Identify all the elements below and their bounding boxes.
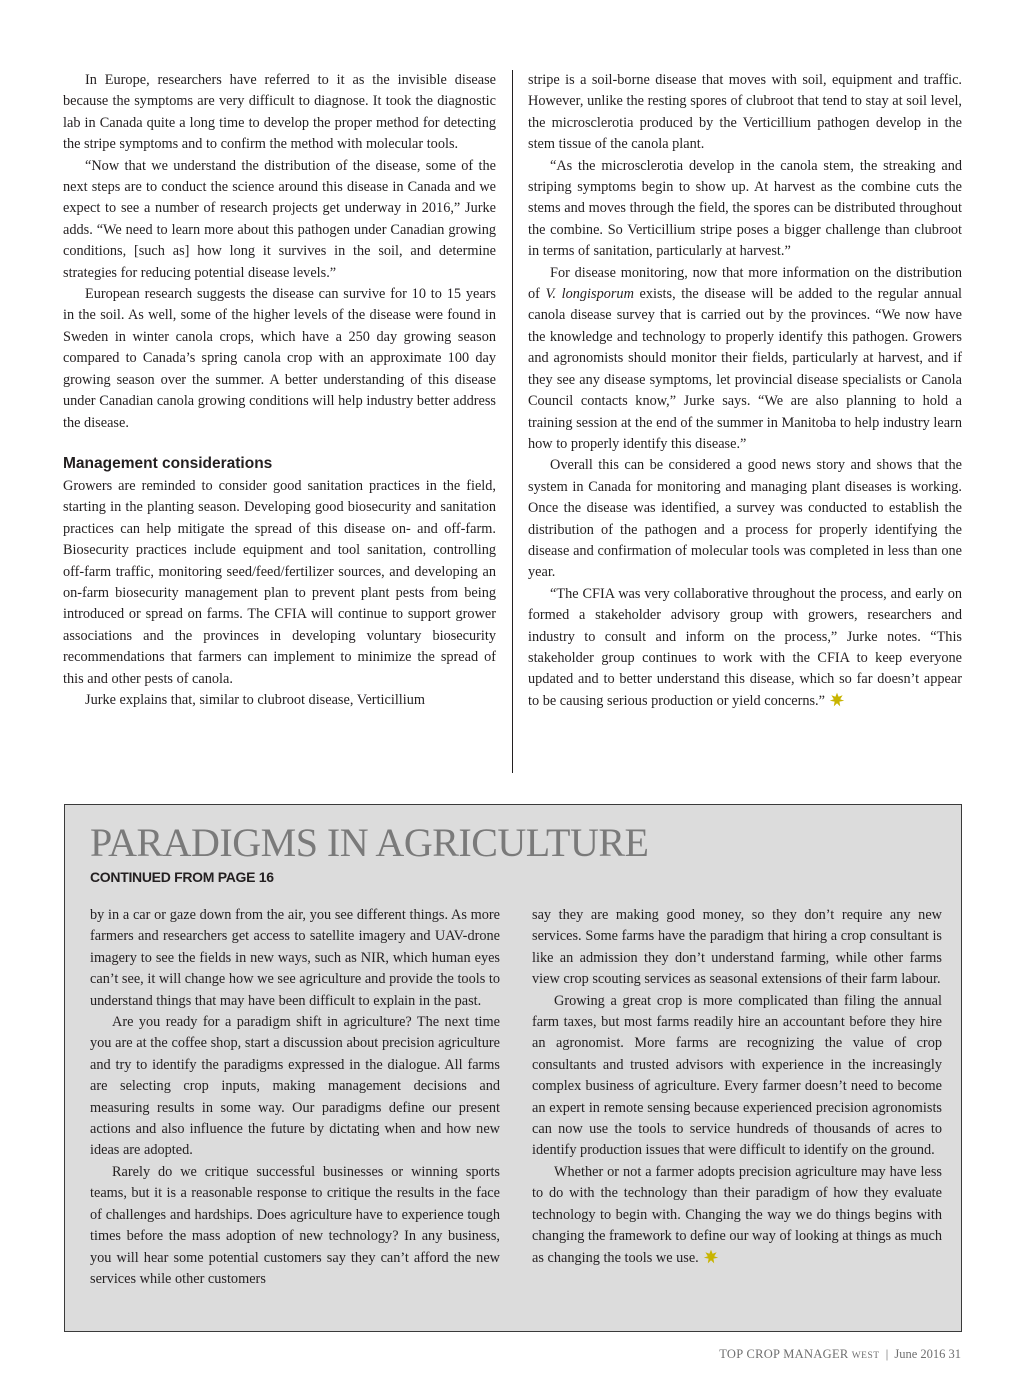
paragraph — [528, 263, 962, 456]
paragraph: In Europe, researchers have referred to it as the invisible disease because the symptoms are very difficult to diagnose. It took the diagnostic lab in Canada quite a long time to develop the proper method for detecting the stripe symptoms and to confirm the method with molecular tools. — [63, 72, 496, 153]
paragraph-text: exists, the disease will be added to the regular annual canola disease survey that is carried out by the provinces. “We now have the knowledge and technology to properly identify this pathogen. Growers and agronomists should monitor their fields, particularly at harvest, and if they see any disease symptoms, let provincial disease specialists or Canola Council contacts know,” Jurke says. “We are also planning to hold a training session at the end of the summer in Manitoba to help industry learn how to properly identify this disease.” — [528, 286, 963, 452]
paragraph: Overall this can be considered a good news story and shows that the system in Canada for monitoring and managing plant diseases is working. Once the disease was identified, a survey was conducted to establish the distribution of the pathogen and a process for properly identifying the disease and confirmation of molecular tools was completed in less than one year. — [528, 457, 962, 581]
footer-separator: | — [885, 1347, 889, 1361]
section-heading: Management considerations — [63, 454, 273, 472]
paragraph: European research suggests the disease can survive for 10 to 15 years in the soil. As well, some of the higher levels of the disease were found in Sweden in winter canola crops, which have a 250 day growing season compared to Canada’s spring canola crop with an approximate 100 day growing season over the summer. A better understanding of this disease under Canadian canola growing conditions will help industry better address the disease. — [63, 286, 496, 431]
sidebar-title: PARADIGMS IN AGRICULTURE — [90, 820, 649, 865]
paragraph: Jurke explains that, similar to clubroot disease, Verticillium — [85, 691, 426, 708]
paragraph: by in a car or gaze down from the air, you see different things. As more farmers and researchers get access to satellite imagery and UAV-drone imagery to see the fields in new ways, such as NIR, which human eyes can’t see, it will change how we see agriculture and provide the tools to understand things that may have been difficult to explain in the past. — [90, 907, 500, 1009]
paragraph — [532, 1162, 942, 1269]
canola-leaf-icon — [703, 1249, 719, 1265]
paragraph-text: Whether or not a farmer adopts precision agriculture may have less to do with the technology than their paradigm of how they evaluate technology to begin with. Changing the way we do things begins with changing the framework to define our way of looking at things as much as changing the tools we use. — [532, 1163, 942, 1266]
paragraph: say they are making good money, so they don’t require any new services. Some farms have the paradigm that hiring a crop consultant is like an admission they don’t understand farming, while other farms view crop scouting services as seasonal extensions of their farm labour. — [532, 907, 942, 988]
paragraph: Rarely do we critique successful businesses or winning sports teams, but it is a reasonable response to critique the results in the face of challenges and hardships. Does agriculture have to experience tough times before the mass adoption of new technology? In any business, you will hear some potential customers say they can’t afford the new services while other customers — [90, 1163, 500, 1287]
continued-label: CONTINUED FROM PAGE 16 — [90, 869, 274, 885]
species-name: V. longisporum — [545, 286, 634, 303]
paragraph: stripe is a soil-borne disease that moves with soil, equipment and traffic. However, unlike the resting spores of clubroot that tend to stay at soil level, the microsclerotia produced by the Verticillium pathogen develop in the stem tissue of the canola plant. — [528, 72, 962, 153]
sidebar-column-left — [90, 905, 500, 1290]
edition-label: WEST — [851, 1351, 880, 1361]
paragraph: Are you ready for a paradigm shift in agriculture? The next time you are at the coffee shop, start a discussion about precision agriculture and try to identify the paradigms expressed in the dialogue. All farms are selecting crop inputs, making management decisions and measuring results in some way. Our paradigms define our present actions and also influence the future by dictating when and how new ideas are adopted. — [90, 1014, 500, 1159]
article-column-right — [528, 70, 962, 712]
sidebar-box — [64, 804, 962, 1332]
issue-date-page-number: June 2016 31 — [894, 1347, 961, 1361]
sidebar-column-right — [532, 905, 942, 1269]
paragraph-text: For disease monitoring, now that more information on the distribution of — [528, 264, 962, 303]
paragraph: Growers are reminded to consider good sanitation practices in the field, starting in the planting season. Developing good biosecurity and sanitation practices can help mitigate the spread of this disease on- and off-farm. Biosecurity practices include equipment and tool sanitation, controlling off-farm traffic, monitoring seed/feed/fertilizer sources, and developing an on-farm biosecurity management plan to prevent plant pests from being introduced or spread on farms. The CFIA will continue to support grower associations and the provinces in developing voluntary biosecurity recommendations that farmers can implement to minimize the spread of this and other pests of canola. — [63, 477, 496, 687]
paragraph: “Now that we understand the distribution of the disease, some of the next steps are to conduct the science around this disease in Canada and we expect to see a number of research projects get underway in 2016,” Jurke adds. “We need to learn more about this pathogen under Canadian growing conditions, [such as] how long it survives in the soil, and determine strategies for reducing potential disease levels.” — [63, 157, 496, 281]
canola-leaf-icon — [829, 692, 845, 708]
column-divider — [512, 70, 513, 773]
paragraph: “As the microsclerotia develop in the canola stem, the streaking and striping symptoms begin to show up. At harvest as the combine cuts the stems and moves through the field, the spores can be distributed throughout the combine. So Verticillium stripe poses a bigger challenge than clubroot in terms of sanitation, particularly at harvest.” — [528, 157, 962, 260]
article-column-left — [63, 70, 496, 711]
publication-name: TOP CROP MANAGER — [719, 1347, 849, 1361]
paragraph — [528, 584, 962, 712]
paragraph: Growing a great crop is more complicated than filing the annual farm taxes, but most farms readily hire an accountant before they hire an agronomist. More farms are recognizing the value of crop consultants and trusted advisors with experience in the increasingly complex business of agriculture. Every farmer doesn’t need to become an expert in remote sensing because experienced precision agronomists can now use the tools to service hundreds of thousands of acres to identify production issues that were difficult to identify on the ground. — [532, 992, 942, 1159]
page-footer — [719, 1347, 961, 1362]
paragraph-text: “The CFIA was very collaborative throughout the process, and early on formed a stakeholder advisory group with growers, researchers and industry to consult and inform on the process,” Jurke notes. “This stakeholder group continues to work with the CFIA to keep everyone updated and to better understand this disease, which so far doesn’t appear to be causing serious production or yield concerns.” — [528, 585, 962, 709]
